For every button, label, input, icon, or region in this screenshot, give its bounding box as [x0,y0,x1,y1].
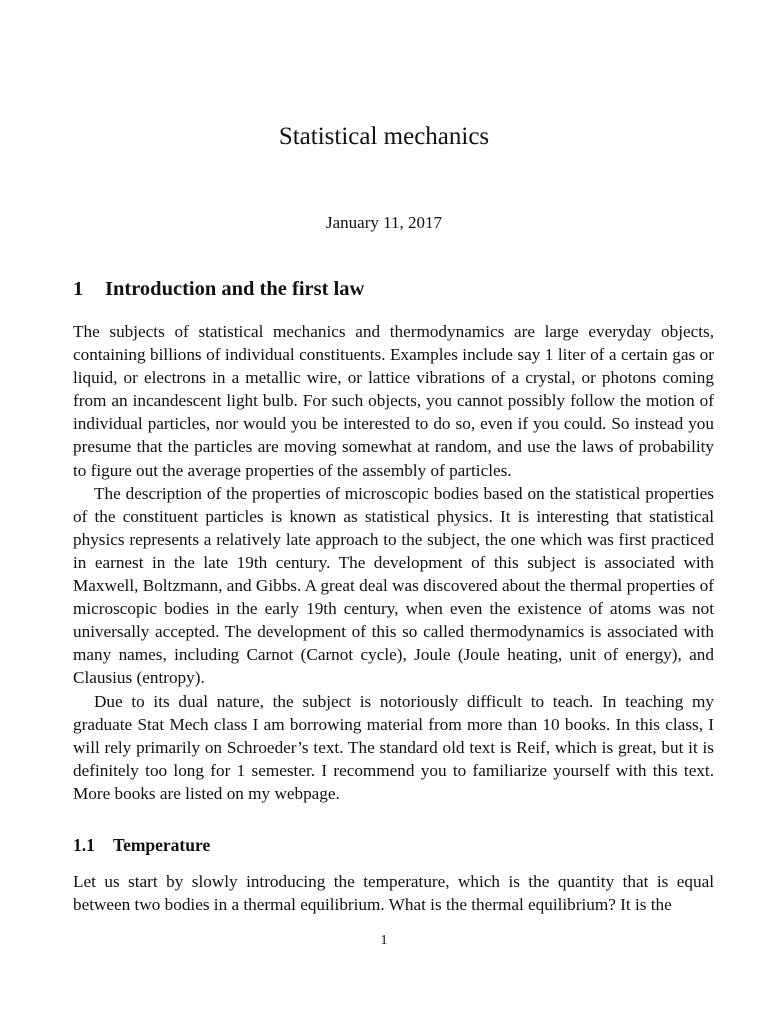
section-body [73,320,714,805]
paragraph: Let us start by slowly introducing the temperature, which is the quantity that is equal between two bodies in a thermal equilibrium. What is the thermal equilibrium? It is the [73,872,714,915]
subsection-body [73,870,714,916]
section-number: 1 [73,278,84,300]
subsection-title: Temperature [113,835,211,855]
section-heading [73,276,364,302]
paragraph: The subjects of statistical mechanics and thermodynamics are large everyday objects, containing billions of individual constituents. Examples include say 1 liter of a certain gas or liquid, or electrons in a metallic wire, or lattice vibrations of a crystal, or photons coming from an incandescent light bulb. For such objects, you cannot possibly follow the motion of individual particles, nor would you be interested to do so, even if you could. So instead you presume that the particles are moving somewhat at random, and use the laws of probability to figure out the average properties of the assembly of particles. [73,322,714,480]
page-number: 1 [380,933,388,948]
subsection-number: 1.1 [73,835,95,855]
document-title: Statistical mechanics [278,123,490,150]
subsection-heading [73,834,210,856]
section-title: Introduction and the first law [105,278,365,300]
paragraph: The description of the properties of microscopic bodies based on the statistical properties of the constituent particles is known as statistical physics. It is interesting that statistical physics represents a relatively late approach to the subject, the one which was first practiced in earnest in the late 19th century. The development of this subject is associated with Maxwell, Boltzmann, and Gibbs. A great deal was discovered about the thermal properties of microscopic bodies in the early 19th century, when even the existence of atoms was not universally accepted. The development of this so called thermodynamics is associated with many names, including Carnot (Carnot cycle), Joule (Joule heating, unit of energy), and Clausius (entropy). [73,483,714,688]
paragraph: Due to its dual nature, the subject is notoriously difficult to teach. In teaching my graduate Stat Mech class I am borrowing material from more than 10 books. In this class, I will rely primarily on Schroeder’s text. The standard old text is Reif, which is great, but it is definitely too long for 1 semester. I recommend you to familiarize yourself with this text. More books are listed on my webpage. [73,691,714,803]
document-date: January 11, 2017 [326,213,442,232]
